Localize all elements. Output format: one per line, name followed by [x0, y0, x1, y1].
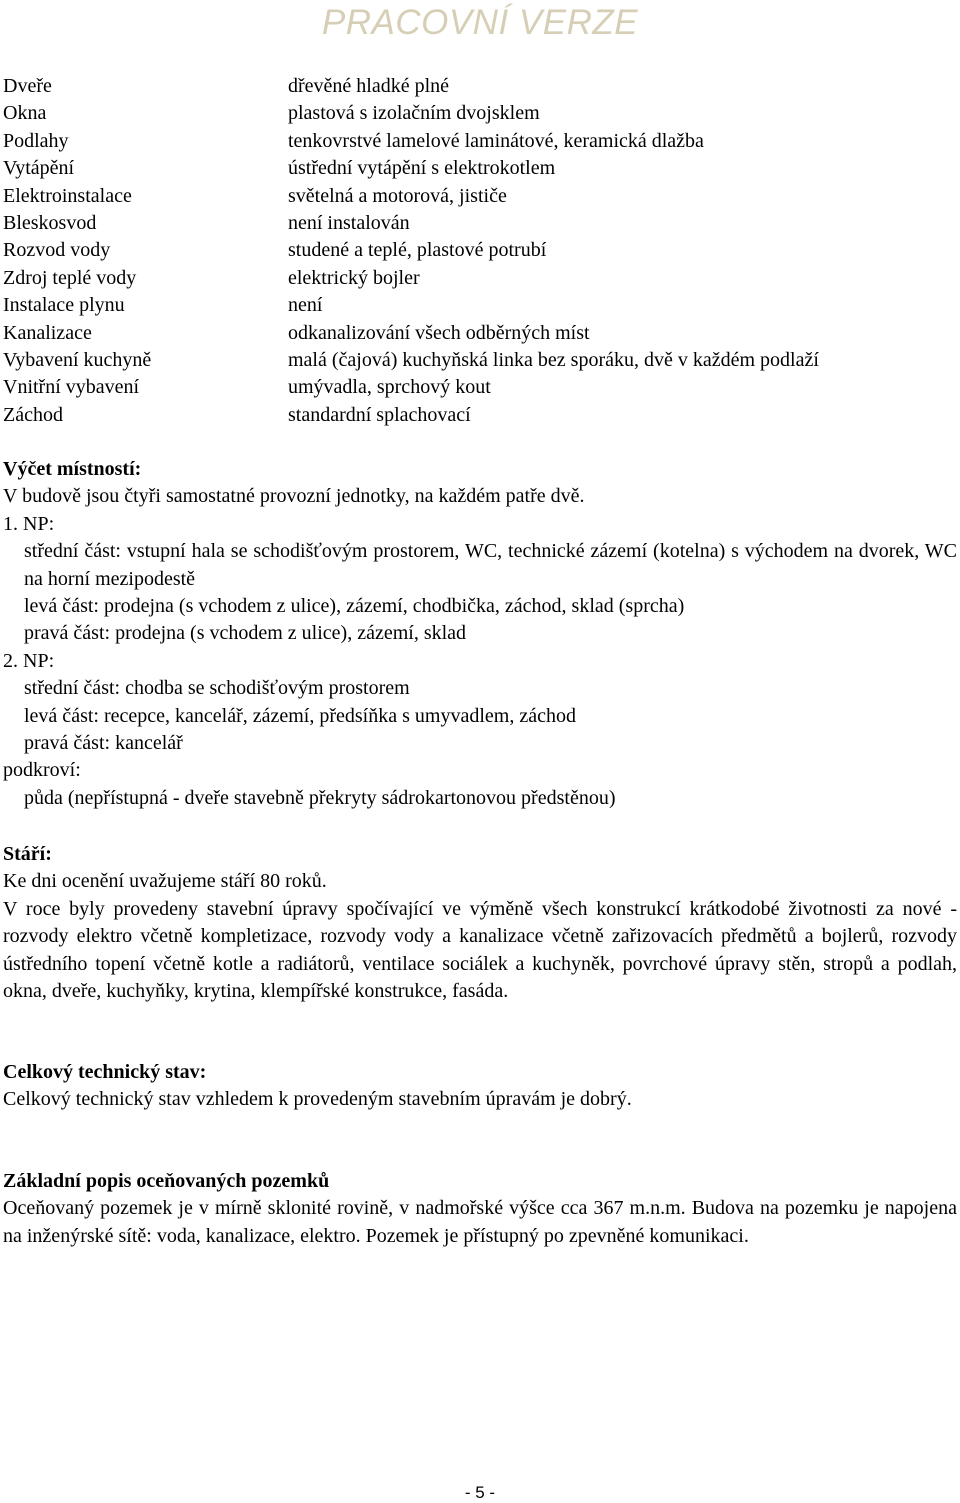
age-line: Ke dni ocenění uvažujeme stáří 80 roků. [3, 870, 327, 893]
spec-label: Okna [3, 102, 47, 125]
watermark: PRACOVNÍ VERZE [321, 3, 639, 42]
floor1-left: levá část: prodejna (s vchodem z ulice), zázemí, chodbička, záchod, sklad (sprcha) [24, 595, 685, 618]
spec-value: umývadla, sprchový kout [288, 376, 491, 399]
spec-label: Vnitřní vybavení [3, 376, 140, 399]
rooms-section [3, 456, 957, 812]
spec-label: Bleskosvod [3, 211, 97, 234]
floor2-left: levá část: recepce, kancelář, zázemí, předsíňka s umyvadlem, záchod [24, 704, 576, 727]
spec-row [3, 320, 957, 347]
spec-value: světelná a motorová, jističe [288, 184, 507, 207]
condition-text: Celkový technický stav vzhledem k provedeným stavebním úpravám je dobrý. [3, 1088, 632, 1111]
land-section [3, 1168, 957, 1250]
attic-item: půda (nepřístupná - dveře stavebně překryty sádrokartonovou předstěnou) [24, 786, 616, 809]
spec-value: odkanalizování všech odběrných míst [288, 321, 590, 344]
condition-section [3, 1059, 957, 1114]
spec-row [3, 100, 957, 127]
spec-label: Dveře [3, 75, 52, 97]
rooms-heading: Výčet místností: [3, 458, 142, 480]
spec-label: Vytápění [3, 157, 75, 180]
attic-label: podkroví: [3, 759, 81, 782]
spec-row [3, 73, 957, 100]
spec-value: není instalován [288, 211, 410, 234]
floor2-right: pravá část: kancelář [24, 732, 183, 755]
spec-value: není [288, 294, 323, 317]
spec-row [3, 347, 957, 374]
page-number: - 5 - [464, 1483, 496, 1502]
specs-table [3, 73, 957, 429]
age-text: V roce byly provedeny stavební úpravy spočívající ve výměně všech konstrukcí krátkodobé životnosti za nové - rozvody elektro včetně kompletizace, rozvody vody a kanalizace včetně zařizovacích předmětů a bojlerů, rozvody ústředního topení včetně kotle a radiátorů, ventilace sociálek a kuchyněk, povrchové úpravy stěn, stropů a podlah, okna, dveře, kuchyňky, krytina, klempířské konstrukce, fasáda. [3, 897, 957, 1003]
spec-row [3, 374, 957, 401]
condition-heading: Celkový technický stav: [3, 1061, 207, 1083]
spec-label: Elektroinstalace [3, 184, 132, 207]
spec-value: tenkovrstvé lamelové laminátové, keramická dlažba [288, 129, 704, 152]
land-text: Oceňovaný pozemek je v mírně sklonité rovině, v nadmořské výšce cca 367 m.n.m. Budova na pozemku je napojena na inženýrské sítě: voda, kanalizace, elektro. Pozemek je přístupný po zpevněné komunikaci. [3, 1197, 957, 1247]
spec-label: Vybavení kuchyně [3, 348, 152, 371]
spec-label: Kanalizace [3, 321, 92, 344]
rooms-intro: V budově jsou čtyři samostatné provozní jednotky, na každém patře dvě. [3, 485, 585, 508]
spec-value: elektrický bojler [288, 266, 420, 289]
spec-value: standardní splachovací [288, 403, 471, 426]
floor1-right: pravá část: prodejna (s vchodem z ulice), zázemí, sklad [24, 622, 467, 645]
spec-value: malá (čajová) kuchyňská linka bez sporáku, dvě v každém podlaží [288, 348, 819, 371]
floor1-center: střední část: vstupní hala se schodišťovým prostorem, WC, technické zázemí (kotelna) s východem na dvorek, WC na horní mezipodestě [24, 540, 957, 590]
spec-row [3, 237, 957, 264]
age-section [3, 841, 957, 1005]
spec-row [3, 402, 957, 429]
spec-label: Instalace plynu [3, 294, 125, 317]
spec-row [3, 292, 957, 319]
spec-row [3, 265, 957, 292]
spec-row [3, 210, 957, 237]
spec-value: ústřední vytápění s elektrokotlem [288, 157, 556, 180]
spec-row [3, 128, 957, 155]
spec-label: Záchod [3, 403, 63, 426]
spec-label: Zdroj teplé vody [3, 266, 137, 289]
spec-value: studené a teplé, plastové potrubí [288, 239, 547, 262]
floor2-label: 2. NP: [3, 649, 55, 672]
floor1-label: 1. NP: [3, 512, 55, 535]
spec-row [3, 155, 957, 182]
spec-label: Podlahy [3, 129, 69, 152]
age-heading: Stáří: [3, 843, 52, 865]
floor2-center: střední část: chodba se schodišťovým prostorem [24, 677, 410, 700]
spec-label: Rozvod vody [3, 239, 111, 262]
spec-value: plastová s izolačním dvojsklem [288, 102, 540, 125]
land-heading: Základní popis oceňovaných pozemků [3, 1170, 330, 1192]
spec-value: dřevěné hladké plné [288, 75, 450, 97]
spec-row [3, 183, 957, 210]
